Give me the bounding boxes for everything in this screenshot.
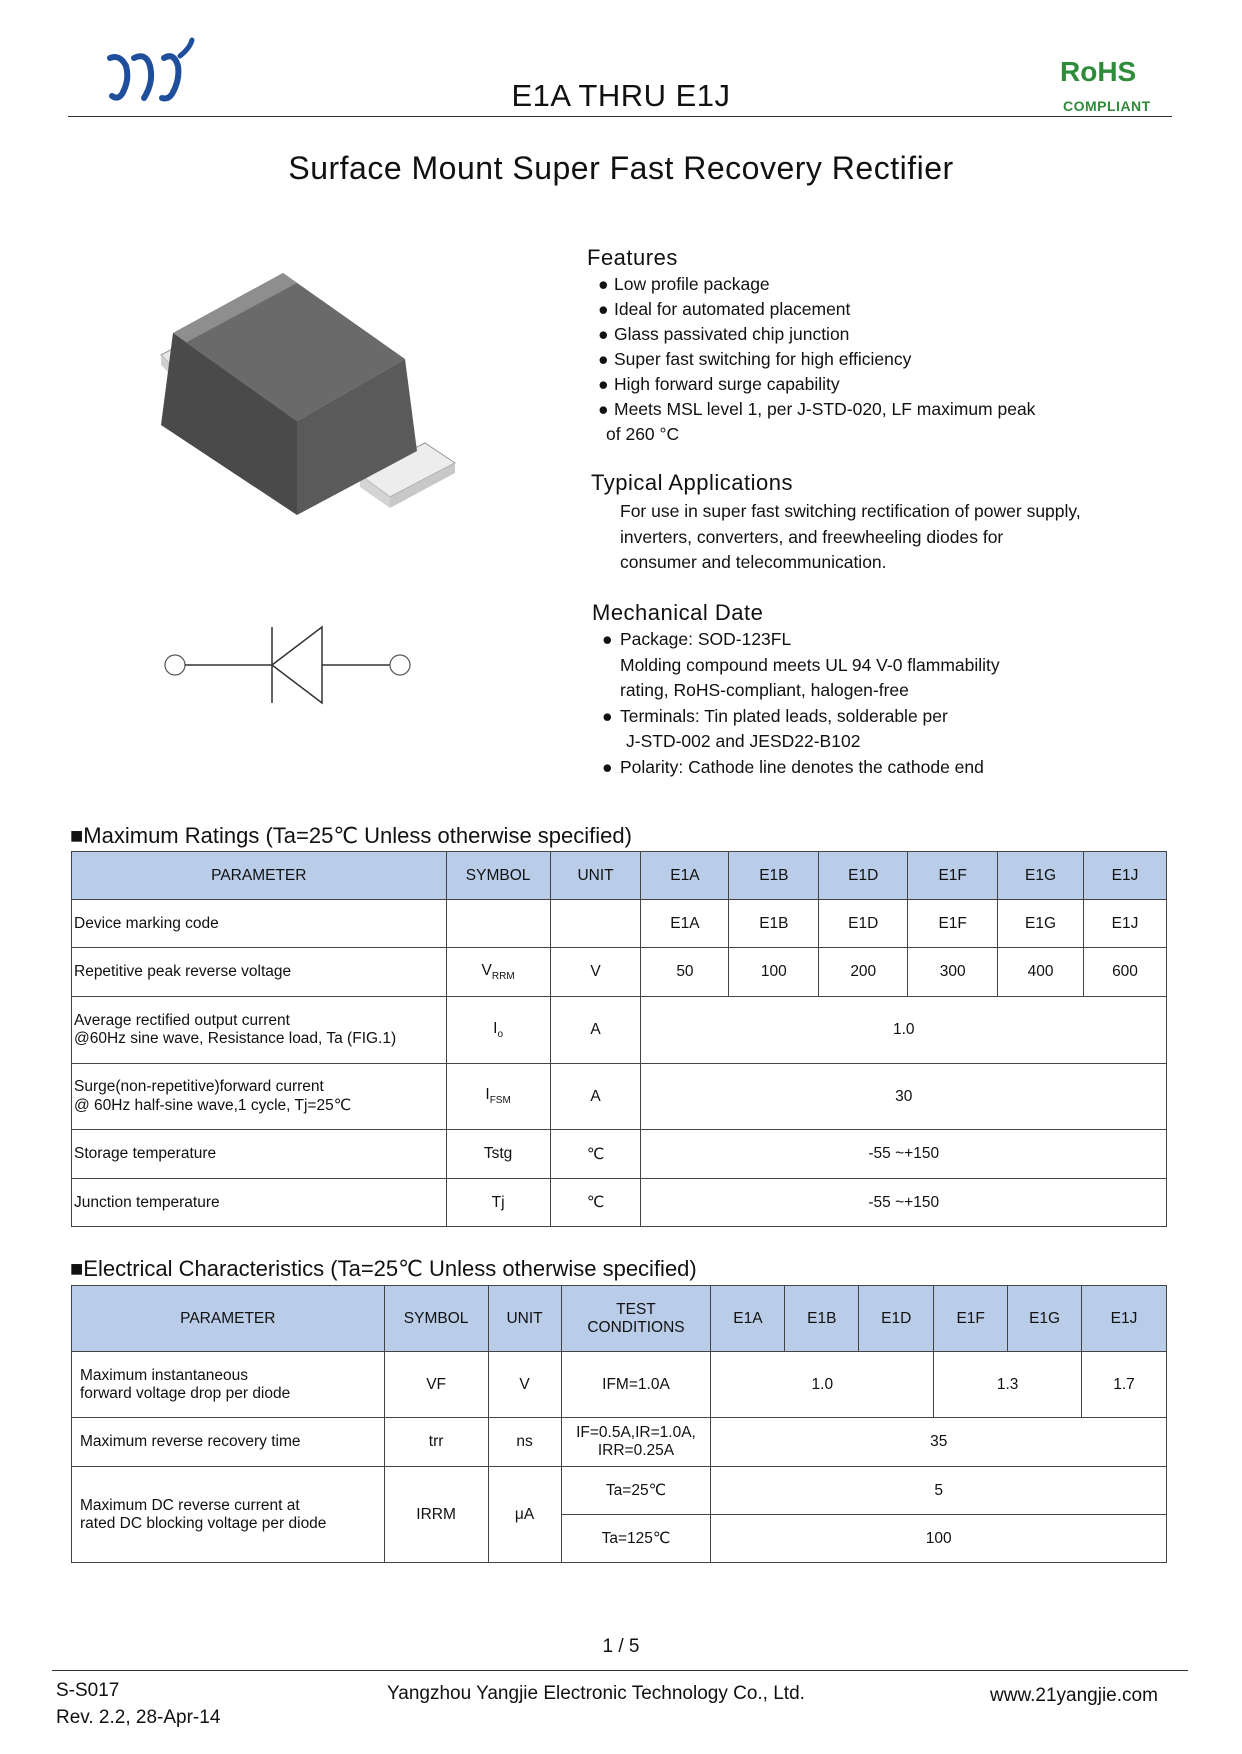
list-item: ● Polarity: Cathode line denotes the cathode end <box>602 756 984 777</box>
table-row: Junction temperature Tj ℃ -55 ~+150 <box>72 1179 1167 1227</box>
footer-divider <box>52 1670 1188 1671</box>
document-code: S-S017 <box>56 1680 120 1701</box>
table-row: Repetitive peak reverse voltage $V_{RRM}$ V 50 100 200 300 400 600 <box>72 948 1167 997</box>
package-illustration <box>155 265 465 565</box>
max-ratings-title: ■Maximum Ratings (Ta=25℃ Unless otherwise specified) <box>70 823 632 848</box>
table-row: Maximum DC reverse current at rated DC blocking voltage per diode IRRM μA Ta=25℃ 5 <box>72 1467 1167 1515</box>
max-ratings-table <box>71 851 1167 1227</box>
list-item-continuation: of 260 °C <box>606 424 680 444</box>
table-row: Surge(non-repetitive)forward current @ 60Hz half-sine wave,1 cycle, Tj=25℃ $I_{FSM}$ A 30 <box>72 1064 1167 1130</box>
list-item: ● Glass passivated chip junction <box>598 324 850 344</box>
electrical-title: ■Electrical Characteristics (Ta=25℃ Unless otherwise specified) <box>70 1256 697 1281</box>
list-item: ● Meets MSL level 1, per J-STD-020, LF maximum peak <box>598 399 1036 419</box>
table-row: Average rectified output current @60Hz sine wave, Resistance load, Ta (FIG.1) $I_o$ A 1.0 <box>72 997 1167 1064</box>
mechanical-title: Mechanical Date <box>592 600 764 625</box>
company-name: Yangzhou Yangjie Electronic Technology Co., Ltd. <box>387 1683 805 1704</box>
diode-symbol <box>160 625 415 705</box>
revision: Rev. 2.2, 28-Apr-14 <box>56 1707 221 1728</box>
list-item: ● Super fast switching for high efficiency <box>598 349 912 369</box>
list-item: ● Ideal for automated placement <box>598 299 851 319</box>
features-list <box>598 272 1035 447</box>
document-subtitle: Surface Mount Super Fast Recovery Rectifier <box>288 150 954 186</box>
page-number: 1 / 5 <box>602 1636 640 1657</box>
electrical-table <box>71 1285 1167 1563</box>
list-item: ● Terminals: Tin plated leads, solderable per <box>602 705 948 726</box>
table-header-row: PARAMETER SYMBOL UNIT TEST CONDITIONS E1A E1B E1D E1F E1G E1J <box>72 1286 1167 1352</box>
list-item: ● High forward surge capability <box>598 374 840 394</box>
list-item: ● Low profile package <box>598 274 770 294</box>
rohs-compliant-label: COMPLIANT <box>1063 98 1151 114</box>
applications-text: For use in super fast switching rectification of power supply, inverters, converters, and freewheeling diodes for consumer and telecommunication. <box>620 501 1081 572</box>
mechanical-list: ● Package: SOD-123FL Molding compound meets UL 94 V-0 flammability rating, RoHS-compliant, halogen-free ● Terminals: Tin plated leads, solderable per J-STD-002 and JESD22-B102 ● Polarity: Cathode line denotes the cathode end <box>602 627 1000 780</box>
applications-title: Typical Applications <box>591 470 793 495</box>
document-title: E1A THRU E1J <box>511 78 731 113</box>
table-row: Maximum reverse recovery time trr ns IF=0.5A,IR=1.0A, IRR=0.25A 35 <box>72 1418 1167 1467</box>
table-row: Ta=125℃ 100 <box>72 1515 1167 1563</box>
table-row: Storage temperature Tstg ℃ -55 ~+150 <box>72 1130 1167 1179</box>
list-item: ● Package: SOD-123FL <box>602 629 792 649</box>
features-title: Features <box>587 245 678 270</box>
header-divider <box>68 116 1172 117</box>
website-link[interactable]: www.21yangjie.com <box>990 1685 1158 1706</box>
rohs-mark: RoHS <box>1060 56 1137 87</box>
table-header-row: PARAMETER SYMBOL UNIT E1A E1B E1D E1F E1G E1J <box>72 852 1167 900</box>
table-row: Maximum instantaneous forward voltage drop per diode VF V IFM=1.0A 1.0 1.3 1.7 <box>72 1352 1167 1418</box>
table-row: Device marking code E1A E1B E1D E1F E1G E1J <box>72 900 1167 948</box>
